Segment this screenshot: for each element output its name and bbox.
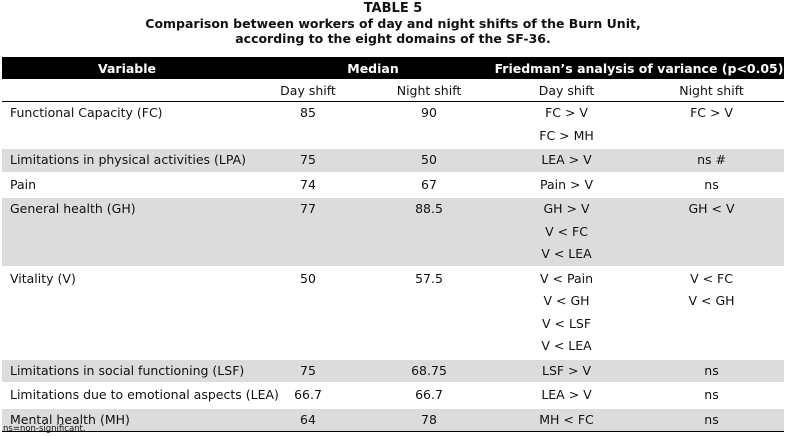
- cell-friedman-day: [494, 267, 639, 359]
- subheader-friedman-day: Day shift: [494, 79, 639, 102]
- cell-variable: [2, 267, 252, 359]
- cell-median-night: [364, 359, 494, 384]
- table-subtitle-line2: according to the eight domains of the SF-36.: [235, 31, 551, 46]
- friedman-night-result: ns: [704, 411, 719, 427]
- header-variable: Variable: [2, 57, 252, 79]
- cell-friedman-day: [494, 197, 639, 267]
- table-row: [2, 267, 784, 359]
- median-day-value: 75: [300, 152, 316, 167]
- table-row: [2, 173, 784, 198]
- friedman-day-result: Pain > V: [540, 176, 594, 192]
- median-night-value: 68.75: [411, 362, 447, 378]
- cell-friedman-day: [494, 148, 639, 173]
- friedman-day-result: MH < FC: [539, 411, 594, 427]
- cell-friedman-night: [639, 383, 784, 408]
- cell-friedman-day: [494, 173, 639, 198]
- median-day-value: 74: [300, 176, 316, 192]
- cell-median-day: [252, 267, 364, 359]
- cell-median-night: [364, 197, 494, 267]
- cell-variable: [2, 197, 252, 267]
- cell-median-night: [364, 383, 494, 408]
- friedman-day-result: GH > V: [543, 201, 590, 216]
- friedman-day-result: FC > V: [545, 105, 588, 120]
- cell-median-night: [364, 148, 494, 173]
- median-night-value: 66.7: [415, 387, 443, 402]
- cell-friedman-day: [494, 102, 639, 149]
- cell-median-day: [252, 102, 364, 149]
- friedman-night-result: V < GH: [688, 293, 735, 308]
- median-day-value: 75: [300, 362, 316, 378]
- median-day-value: 66.7: [294, 387, 322, 402]
- variable-label: Limitations due to emotional aspects (LEA): [10, 387, 279, 402]
- cell-variable: [2, 148, 252, 173]
- median-night-value: 67: [421, 176, 437, 192]
- subheader-median-day: Day shift: [252, 79, 364, 102]
- variable-label: Limitations in physical activities (LPA): [10, 152, 246, 167]
- table-row: [2, 359, 784, 384]
- cell-friedman-day: [494, 408, 639, 432]
- friedman-day-result: V < Pain: [540, 270, 594, 286]
- median-night-value: 78: [421, 411, 437, 427]
- median-night-value: 50: [421, 152, 437, 167]
- cell-median-day: [252, 359, 364, 384]
- variable-label: Pain: [10, 176, 37, 192]
- cell-friedman-day: [494, 383, 639, 408]
- subheader-empty: [2, 79, 252, 102]
- cell-median-night: [364, 408, 494, 432]
- friedman-night-result: ns: [704, 387, 719, 402]
- friedman-day-result: LSF > V: [541, 362, 592, 378]
- table-caption: [0, 0, 786, 46]
- median-night-value: 57.5: [415, 270, 443, 286]
- cell-median-day: [252, 173, 364, 198]
- variable-label: Mental health (MH): [10, 411, 130, 427]
- cell-friedman-night: [639, 408, 784, 432]
- table-row: [2, 148, 784, 173]
- median-night-value: 90: [421, 105, 437, 120]
- cell-variable: [2, 102, 252, 149]
- cell-median-night: [364, 102, 494, 149]
- friedman-night-result: FC > V: [690, 105, 733, 120]
- friedman-night-result: V < FC: [690, 270, 733, 286]
- subheader-median-night: Night shift: [364, 79, 494, 102]
- cell-friedman-night: [639, 267, 784, 359]
- table-subtitle-line1: Comparison between workers of day and night shifts of the Burn Unit,: [145, 16, 641, 31]
- cell-friedman-night: [639, 359, 784, 384]
- table-row: [2, 102, 784, 149]
- subheader-friedman-night: Night shift: [639, 79, 784, 102]
- median-day-value: 64: [300, 411, 316, 427]
- friedman-night-result: ns #: [697, 152, 726, 167]
- friedman-night-result: ns: [704, 176, 719, 192]
- table-row: [2, 197, 784, 267]
- table-title: TABLE 5: [363, 1, 423, 16]
- footnote: ns=non-significant.: [3, 424, 86, 434]
- median-day-value: 50: [300, 270, 316, 286]
- friedman-day-result: FC > MH: [539, 127, 594, 143]
- friedman-day-result: V < FC: [545, 223, 588, 239]
- cell-variable: [2, 173, 252, 198]
- friedman-day-result: LEA > V: [541, 152, 592, 167]
- variable-label: Vitality (V): [10, 270, 76, 286]
- comparison-table: [2, 57, 784, 432]
- cell-friedman-night: [639, 197, 784, 267]
- median-night-value: 88.5: [415, 201, 443, 216]
- variable-label: Functional Capacity (FC): [10, 105, 163, 120]
- median-day-value: 77: [300, 201, 316, 216]
- cell-friedman-night: [639, 102, 784, 149]
- cell-friedman-night: [639, 173, 784, 198]
- friedman-day-result: V < GH: [543, 293, 590, 308]
- friedman-day-result: V < LEA: [541, 338, 592, 353]
- cell-friedman-night: [639, 148, 784, 173]
- cell-variable: [2, 383, 279, 408]
- cell-median-day: [252, 408, 364, 432]
- friedman-night-result: ns: [704, 362, 719, 378]
- table-body: [2, 102, 784, 432]
- header-friedman: Friedman’s analysis of variance (p<0.05): [494, 57, 784, 79]
- variable-label: General health (GH): [10, 201, 136, 216]
- table-row: [2, 383, 784, 408]
- table-row: [2, 408, 784, 432]
- friedman-day-result: V < LSF: [541, 315, 592, 331]
- header-median: Median: [252, 57, 494, 79]
- cell-variable: [2, 359, 252, 384]
- friedman-day-result: V < LEA: [541, 246, 592, 261]
- cell-friedman-day: [494, 359, 639, 384]
- cell-median-day: [252, 197, 364, 267]
- friedman-day-result: LEA > V: [541, 387, 592, 402]
- median-day-value: 85: [300, 105, 316, 120]
- cell-median-night: [364, 173, 494, 198]
- cell-median-day: [252, 148, 364, 173]
- friedman-night-result: GH < V: [688, 201, 735, 216]
- cell-median-night: [364, 267, 494, 359]
- variable-label: Limitations in social functioning (LSF): [10, 362, 245, 378]
